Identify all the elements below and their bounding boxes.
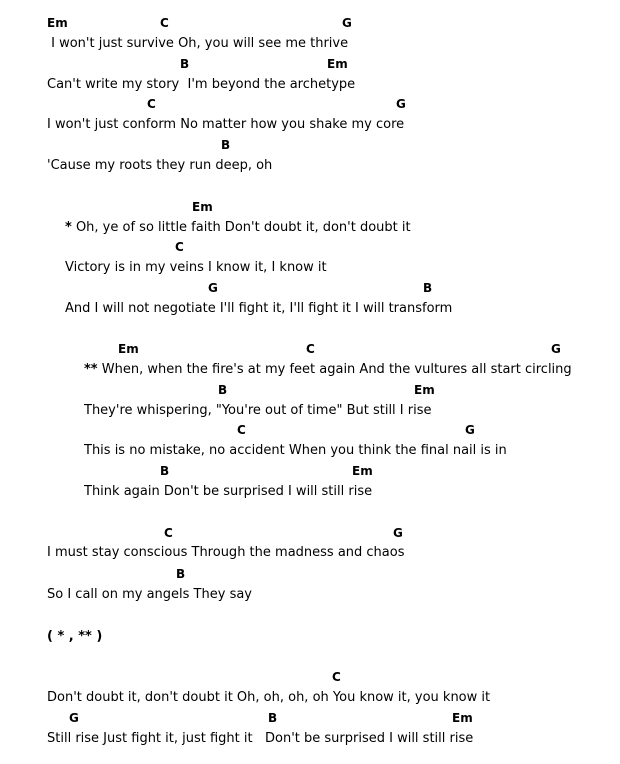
chord-line — [0, 711, 620, 731]
lyric-line — [0, 220, 620, 240]
chord-line — [0, 567, 620, 587]
repeat-line — [0, 629, 620, 649]
lyric-line — [0, 362, 620, 382]
chord-line — [0, 670, 620, 690]
chord-line — [0, 138, 620, 158]
lyric-text: 'Cause my roots they run deep, oh — [47, 158, 273, 173]
chord-line — [0, 526, 620, 546]
chord: C — [160, 16, 169, 30]
chord-line — [0, 16, 620, 36]
section-marker: ** — [84, 362, 98, 377]
lyric-line — [0, 260, 620, 280]
chord: Em — [118, 342, 139, 356]
lyric-text: They're whispering, "You're out of time" But still I rise — [84, 403, 432, 418]
lyric-text: Think again Don't be surprised I will still rise — [84, 484, 373, 499]
chord: B — [423, 281, 433, 295]
lyric-text: Can't write my story I'm beyond the archetype — [47, 77, 356, 92]
chord: G — [342, 16, 352, 30]
chord: G — [396, 97, 406, 111]
chord-line — [0, 240, 620, 260]
lyric-text: So I call on my angels They say — [47, 587, 252, 602]
chord: Em — [192, 200, 213, 214]
lyric-line — [0, 731, 620, 751]
lyric-line — [0, 36, 620, 56]
lyric-text — [84, 362, 572, 378]
chord: C — [147, 97, 156, 111]
lyric-text: Don't doubt it, don't doubt it Oh, oh, oh, oh You know it, you know it — [47, 690, 491, 705]
lyric-line — [0, 545, 620, 565]
chord: B — [180, 57, 190, 71]
chord: G — [208, 281, 218, 295]
lyric-words: Oh, ye of so little faith Don't doubt it, don't doubt it — [71, 220, 411, 235]
chord: B — [218, 383, 228, 397]
chord-line — [0, 423, 620, 443]
chord: G — [69, 711, 79, 725]
lyric-line — [0, 117, 620, 137]
lyric-text: Still rise Just fight it, just fight it Don't be surprised I will still rise — [47, 731, 474, 746]
lyric-line — [0, 77, 620, 97]
chord-line — [0, 97, 620, 117]
lyric-text: And I will not negotiate I'll fight it, I'll fight it I will transform — [65, 301, 453, 316]
chord-line — [0, 281, 620, 301]
section-marker: * — [65, 220, 72, 235]
chord-line — [0, 464, 620, 484]
chord: C — [164, 526, 173, 540]
lyric-line — [0, 403, 620, 423]
chord-line — [0, 342, 620, 362]
lyric-text — [65, 220, 411, 236]
chord: B — [221, 138, 231, 152]
chord: B — [160, 464, 170, 478]
chord: C — [237, 423, 246, 437]
chord: C — [175, 240, 184, 254]
chord: Em — [327, 57, 348, 71]
chord: Em — [452, 711, 473, 725]
lyric-text: This is no mistake, no accident When you think the final nail is in — [84, 443, 507, 458]
chord: C — [332, 670, 341, 684]
lyric-line — [0, 158, 620, 178]
lyric-text: I won't just conform No matter how you shake my core — [47, 117, 405, 132]
lyric-line — [0, 690, 620, 710]
chord: Em — [47, 16, 68, 30]
repeat-note: ( * , ** ) — [47, 629, 103, 644]
chord: G — [551, 342, 561, 356]
lyric-line — [0, 443, 620, 463]
lyric-words: When, when the fire's at my feet again And the vultures all start circling — [97, 362, 572, 377]
lyric-line — [0, 484, 620, 504]
chord-line — [0, 383, 620, 403]
chord: C — [306, 342, 315, 356]
lyric-line — [0, 301, 620, 321]
lyric-text: Victory is in my veins I know it, I know it — [65, 260, 327, 275]
lyric-text: I won't just survive Oh, you will see me thrive — [47, 36, 349, 51]
chord: Em — [414, 383, 435, 397]
chord: Em — [352, 464, 373, 478]
chord: G — [393, 526, 403, 540]
chord-line — [0, 200, 620, 220]
chord: B — [268, 711, 278, 725]
lyric-line — [0, 587, 620, 607]
chord: G — [465, 423, 475, 437]
chord: B — [176, 567, 186, 581]
chord-line — [0, 57, 620, 77]
lyric-text: I must stay conscious Through the madness and chaos — [47, 545, 405, 560]
